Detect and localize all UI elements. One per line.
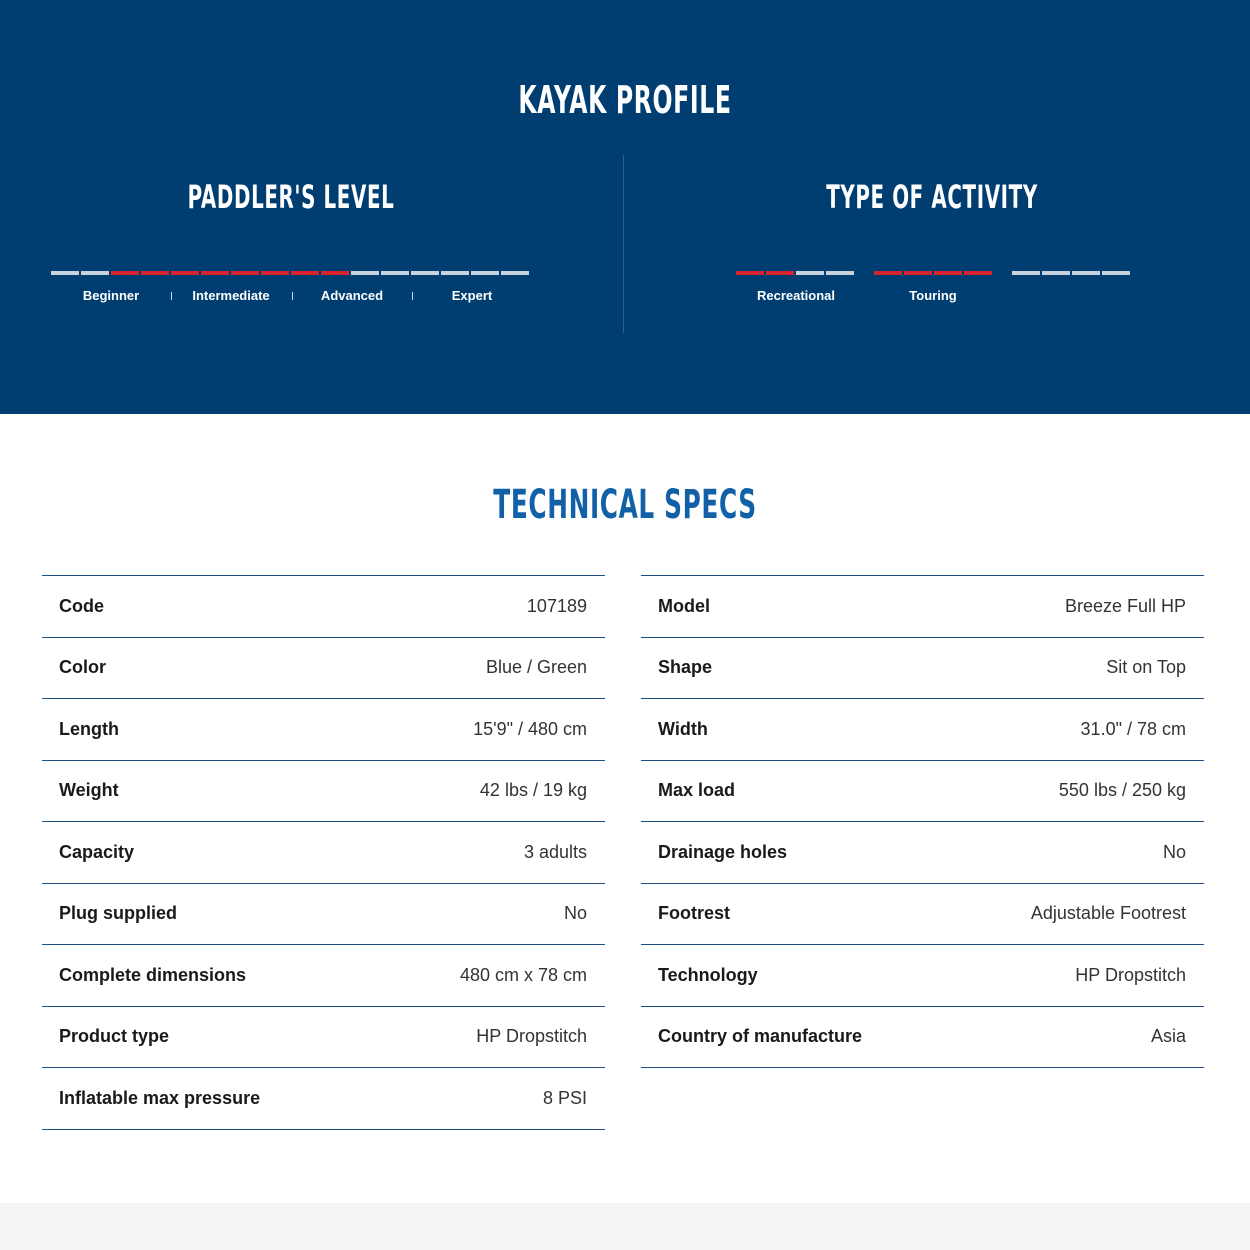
spec-label: Inflatable max pressure	[59, 1087, 261, 1108]
activity-bar-touring	[874, 271, 992, 275]
activity-segment-active	[934, 271, 962, 275]
level-label-intermediate: Intermediate	[192, 288, 270, 303]
spec-row	[641, 822, 1204, 884]
spec-label: Technology	[658, 964, 758, 985]
spec-label: Weight	[59, 780, 119, 801]
level-segment-inactive	[411, 271, 439, 275]
level-segment-active	[171, 271, 199, 275]
spec-label: Model	[658, 595, 710, 616]
activity-segment-inactive	[1102, 271, 1130, 275]
spec-row	[641, 638, 1204, 700]
technical-specs-title: TECHNICAL SPECS	[493, 482, 757, 528]
spec-value: 8 PSI	[542, 1087, 587, 1108]
activity-segment-active	[736, 271, 764, 275]
level-separator	[412, 292, 413, 300]
activity-bar-recreational	[736, 271, 854, 275]
level-segment-active	[321, 271, 349, 275]
spec-value: Adjustable Footrest	[1030, 903, 1186, 924]
spec-value: No	[563, 903, 587, 924]
spec-label: Capacity	[59, 841, 135, 862]
spec-label: Length	[59, 718, 119, 739]
level-label-beginner: Beginner	[82, 288, 140, 303]
activity-segment-inactive	[826, 271, 854, 275]
activity-label-touring: Touring	[909, 288, 957, 303]
level-label-advanced: Advanced	[320, 288, 384, 303]
spec-row	[641, 761, 1204, 823]
level-segment-inactive	[81, 271, 109, 275]
spec-label: Code	[59, 595, 104, 616]
spec-row	[42, 1007, 605, 1069]
level-segment-inactive	[501, 271, 529, 275]
kayak-profile-title: KAYAK PROFILE	[518, 78, 732, 122]
kayak-profile-section	[0, 0, 1250, 414]
activity-segment-inactive	[1042, 271, 1070, 275]
activity-segment-active	[766, 271, 794, 275]
level-separator	[171, 292, 172, 300]
activity-segment-active	[904, 271, 932, 275]
spec-label: Complete dimensions	[59, 964, 247, 985]
level-segment-inactive	[351, 271, 379, 275]
spec-row	[641, 1007, 1204, 1069]
level-segment-inactive	[51, 271, 79, 275]
spec-value: 107189	[526, 595, 587, 616]
specs-table-left	[42, 575, 605, 1130]
spec-row	[42, 1068, 605, 1130]
activity-segment-active	[964, 271, 992, 275]
activity-segment-inactive	[1012, 271, 1040, 275]
level-segment-active	[111, 271, 139, 275]
spec-value: Sit on Top	[1106, 657, 1186, 678]
spec-label: Plug supplied	[59, 903, 178, 924]
spec-label: Product type	[59, 1026, 170, 1047]
spec-label: Shape	[658, 657, 713, 678]
level-segment-inactive	[441, 271, 469, 275]
spec-value: 42 lbs / 19 kg	[479, 780, 587, 801]
spec-value: 31.0" / 78 cm	[1080, 718, 1186, 739]
spec-label: Max load	[658, 780, 736, 801]
spec-row	[641, 945, 1204, 1007]
spec-value: No	[1162, 841, 1186, 862]
paddlers-level-bar	[51, 271, 529, 275]
spec-label: Country of manufacture	[658, 1026, 863, 1047]
paddlers-level-title: PADDLER'S LEVEL	[187, 178, 395, 216]
spec-label: Width	[658, 718, 708, 739]
activity-bar-unlabeled	[1012, 271, 1130, 275]
spec-row	[641, 576, 1204, 638]
spec-value: 550 lbs / 250 kg	[1058, 780, 1186, 801]
spec-value: 3 adults	[523, 841, 587, 862]
level-label-expert: Expert	[451, 288, 493, 303]
spec-value: 15'9" / 480 cm	[473, 718, 587, 739]
activity-label-recreational: Recreational	[756, 288, 836, 303]
spec-value: HP Dropstitch	[476, 1026, 587, 1047]
level-segment-active	[261, 271, 289, 275]
spec-value: Blue / Green	[485, 657, 587, 678]
spec-row	[641, 884, 1204, 946]
spec-row	[42, 761, 605, 823]
activity-segment-inactive	[1072, 271, 1100, 275]
level-segment-active	[201, 271, 229, 275]
spec-value: HP Dropstitch	[1075, 964, 1186, 985]
level-separator	[292, 292, 293, 300]
level-segment-active	[291, 271, 319, 275]
spec-value: 480 cm x 78 cm	[459, 964, 587, 985]
spec-row	[42, 945, 605, 1007]
spec-row	[42, 884, 605, 946]
activity-segment-active	[874, 271, 902, 275]
spec-value: Breeze Full HP	[1064, 595, 1186, 616]
spec-row	[42, 699, 605, 761]
spec-row	[42, 638, 605, 700]
spec-value: Asia	[1150, 1026, 1186, 1047]
footer-band	[0, 1203, 1250, 1250]
activity-segment-inactive	[796, 271, 824, 275]
level-segment-inactive	[471, 271, 499, 275]
level-segment-inactive	[381, 271, 409, 275]
spec-row	[42, 576, 605, 638]
spec-label: Color	[59, 657, 106, 678]
level-segment-active	[141, 271, 169, 275]
type-of-activity-title: TYPE OF ACTIVITY	[826, 178, 1038, 216]
column-divider	[623, 155, 624, 333]
spec-row	[42, 822, 605, 884]
specs-table-right	[641, 575, 1204, 1068]
level-segment-active	[231, 271, 259, 275]
spec-label: Drainage holes	[658, 841, 788, 862]
spec-row	[641, 699, 1204, 761]
spec-label: Footrest	[658, 903, 730, 924]
